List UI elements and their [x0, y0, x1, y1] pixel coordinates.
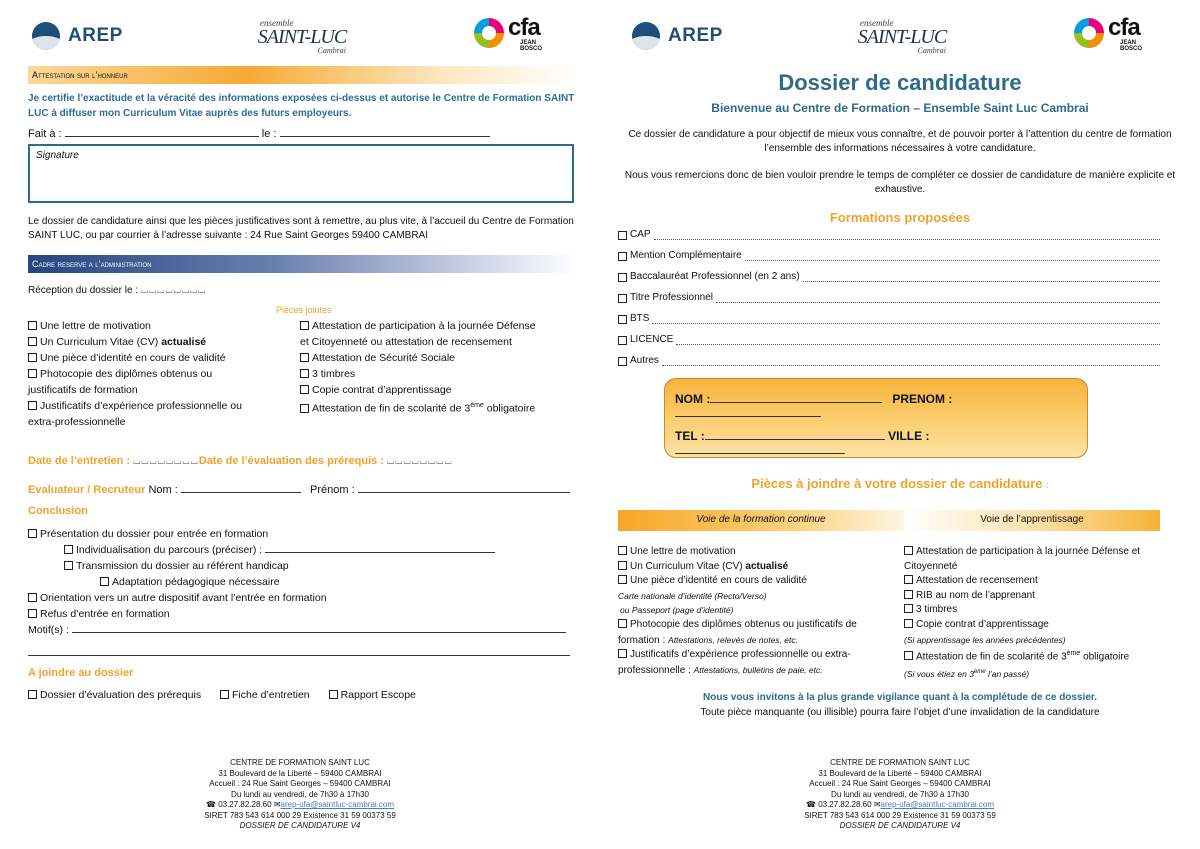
formation-item[interactable] [618, 310, 1160, 324]
item-label-end: obligatoire [1083, 651, 1130, 663]
right-footer [600, 758, 1200, 832]
item-note: Attestations, bulletins de paie, etc. [693, 664, 823, 675]
conclusion-item[interactable] [28, 590, 584, 606]
arep-logo-text: AREP [68, 25, 123, 46]
item-label: Attestation de fin de scolarité de 3 [916, 651, 1067, 663]
continue-item[interactable] [618, 618, 900, 633]
item-label: RIB au nom de l’apprenant [916, 589, 1035, 601]
continue-item[interactable] [618, 545, 900, 560]
footer-contact [0, 800, 600, 811]
phone-icon: ☎ [205, 800, 216, 809]
checkbox[interactable] [300, 321, 309, 330]
conclusion-title: Conclusion [28, 505, 88, 517]
item-label: Attestation de participation à la journée Défense et [916, 546, 1141, 557]
pieces-title-text: Pièces à joindre à votre dossier de candidature [751, 476, 1043, 491]
checkbox[interactable] [28, 401, 37, 410]
joindre-item[interactable] [28, 689, 201, 701]
item-label: professionnelle : [618, 664, 691, 676]
footer-phone: 03.27.82.28.60 [218, 800, 272, 809]
reception-row [28, 285, 206, 296]
note-part: l’an passé) [987, 668, 1030, 679]
ville-label: VILLE : [888, 429, 930, 443]
checkbox[interactable] [300, 385, 309, 394]
mail-icon: ✉ [273, 800, 281, 809]
item-label: formation : [618, 634, 666, 646]
checkbox[interactable] [28, 353, 37, 362]
piece-label: Copie contrat d’apprentissage [312, 384, 452, 396]
conclusion-item[interactable] [28, 526, 584, 542]
nom-field[interactable] [181, 483, 301, 493]
arep-logo-text: AREP [668, 25, 723, 46]
left-footer [0, 758, 600, 832]
formation-label: Autres [630, 355, 659, 366]
apprent-item[interactable] [904, 647, 1174, 665]
footer-email-link[interactable]: arep-ufa@saintluc-cambrai.com [280, 800, 395, 809]
dossier-instructions: Le dossier de candidature ainsi que les pièces justificatives sont à remettre, au plus vite, à l’accueil du Centre de Formation SAINT LUC, ou par courrier à l’adresse suivante : 24 Rue Saint Georges 59400 CAMBRAI [28, 216, 574, 241]
checkbox[interactable] [904, 651, 913, 660]
checkbox[interactable] [618, 649, 627, 658]
checkbox[interactable] [904, 604, 913, 613]
checkbox[interactable] [64, 561, 73, 570]
prenom-label: Prénom : [310, 484, 355, 496]
apprent-item[interactable] [904, 545, 1174, 560]
arep-logo [632, 22, 723, 50]
motif-extra-line[interactable] [28, 655, 570, 656]
actualise-bold: actualisé [745, 560, 789, 572]
item-label: 3 timbres [916, 604, 958, 616]
footer-version: DOSSIER DE CANDIDATURE V4 [239, 821, 361, 830]
piece-item[interactable] [300, 318, 580, 334]
prenom-label: PRENOM : [892, 392, 953, 406]
mail-icon: ✉ [873, 800, 881, 809]
footer-phone: 03.27.82.28.60 [818, 800, 872, 809]
saint-luc-logo [854, 18, 950, 55]
checkbox[interactable] [28, 321, 37, 330]
pieces-jointes-label: Pièces jointes [276, 305, 332, 315]
formation-item[interactable] [618, 289, 1160, 303]
formation-label: BTS [630, 313, 650, 324]
superscript: ème [1066, 650, 1081, 658]
phone-icon: ☎ [805, 800, 816, 809]
formation-item[interactable] [618, 352, 1160, 366]
dotted-line [716, 294, 1160, 303]
cfa-logo-text: cfa [508, 14, 540, 41]
cfa-logo [1074, 14, 1154, 54]
piece-label: Attestation de Sécurité Sociale [312, 352, 456, 364]
piece-item[interactable] [300, 366, 580, 382]
intro-paragraph-2: Nous vous remercions donc de bien vouloir prendre le temps de compléter ce dossier de candidature de manière explicite et exhaustive. [624, 170, 1176, 195]
evaluateur-label: Evaluateur / Recruteur [28, 484, 146, 496]
superscript: ème [470, 402, 484, 409]
le-field[interactable] [280, 127, 490, 137]
page-title: Dossier de candidature [778, 70, 1022, 95]
conclusion-label: Présentation du dossier pour entrée en formation [40, 528, 269, 540]
apprent-item[interactable] [904, 589, 1174, 604]
piece-item-cont: et Citoyenneté ou attestation de recensement [300, 336, 512, 348]
dotted-line [676, 336, 1160, 345]
piece-label: Une lettre de motivation [40, 320, 151, 332]
apprent-item[interactable] [904, 603, 1174, 618]
note-part: (Si vous étiez en 3 [904, 668, 974, 679]
conclusion-list [28, 526, 584, 638]
superscript: ème [973, 669, 986, 676]
saint-luc-logo-city: Cambrai [917, 46, 946, 55]
arep-logo [32, 22, 123, 50]
fait-a-row [28, 126, 490, 142]
apprent-item[interactable] [904, 618, 1174, 633]
conclusion-label: Transmission du dossier au référent handicap [76, 560, 289, 572]
arep-mark-icon [32, 22, 60, 50]
conclusion-label: Orientation vers un autre dispositif avant l’entrée en formation [40, 592, 327, 604]
date-eval-field[interactable]: ⌴⌴⌴⌴⌴⌴⌴⌴ [387, 456, 453, 466]
tel-ville-row [675, 429, 1087, 457]
voie-tabs [618, 510, 1160, 531]
piece-label: Un Curriculum Vitae (CV) [40, 336, 159, 348]
saint-luc-logo-small: ensemble [860, 18, 894, 28]
tel-label: TEL : [675, 429, 705, 443]
checkbox[interactable] [28, 529, 37, 538]
signature-label: Signature [36, 150, 79, 161]
formation-label: LICENCE [630, 334, 674, 345]
tab-apprentissage: Voie de l’apprentissage [904, 510, 1160, 531]
footer-line: CENTRE DE FORMATION SAINT LUC [830, 758, 970, 767]
checkbox[interactable] [618, 273, 627, 282]
logo-row [628, 14, 1172, 58]
conclusion-item[interactable] [28, 606, 584, 622]
signature-box[interactable] [28, 144, 574, 203]
item-label: Une pièce d’identité en cours de validité [630, 575, 807, 587]
intro-paragraph-1: Ce dossier de candidature a pour objectif de mieux vous connaître, et de pouvoir porter à l’attention du centre de formation l’ensemble des informations nécessaires à votre candidature. [628, 129, 1172, 154]
item-label: Une lettre de motivation [630, 546, 736, 557]
conclusion-item[interactable] [28, 574, 584, 590]
apprent-item[interactable] [904, 574, 1174, 589]
saint-luc-logo-city: Cambrai [317, 46, 346, 55]
checkbox[interactable] [28, 593, 37, 602]
continue-item[interactable] [618, 560, 900, 575]
footer-line: Accueil : 24 Rue Saint Georges – 59400 CAMBRAI [209, 779, 391, 788]
piece-item[interactable] [28, 318, 288, 334]
nom-label: NOM : [675, 392, 711, 406]
checkbox[interactable] [904, 619, 913, 628]
motif-label: Motif(s) : [28, 624, 69, 636]
piece-item[interactable] [300, 350, 580, 366]
item-label: Copie contrat d’apprentissage [916, 618, 1049, 630]
piece-label: Attestation de participation à la journée Défense [312, 320, 536, 332]
cfa-circle-icon [474, 18, 504, 48]
right-page [600, 0, 1200, 849]
checkbox[interactable] [904, 590, 913, 599]
continue-item[interactable] [618, 648, 900, 663]
invalidation-notice: Toute pièce manquante (ou illisible) pourra faire l’objet d’une invalidation de la candidature [700, 707, 1100, 718]
cfa-logo-sub: JEAN BOSCO [1120, 40, 1143, 52]
evaluateur-row [28, 483, 570, 496]
checkbox[interactable] [329, 690, 338, 699]
tel-field[interactable] [705, 430, 885, 440]
formation-item[interactable] [618, 226, 1160, 240]
formation-item[interactable] [618, 268, 1160, 282]
checkbox[interactable] [618, 336, 627, 345]
prenom-field[interactable] [358, 483, 570, 493]
checkbox[interactable] [100, 577, 109, 586]
reception-date-field[interactable]: ⌴⌴⌴⌴⌴⌴⌴⌴ [140, 285, 207, 295]
item-note: (Si apprentissage les années précédentes) [904, 634, 1066, 645]
ville-field[interactable] [675, 444, 845, 454]
checkbox[interactable] [904, 546, 913, 555]
piece-item[interactable] [28, 334, 288, 350]
piece-item[interactable] [300, 382, 580, 398]
admin-header: Cadre reserve a l’administration [28, 255, 576, 273]
apprentissage-list [904, 545, 1174, 682]
checkbox[interactable] [904, 575, 913, 584]
a-joindre-title: A joindre au dossier [28, 667, 134, 679]
joindre-label: Dossier d’évaluation des prérequis [40, 689, 202, 701]
cfa-logo-sub: JEAN BOSCO [520, 40, 543, 52]
dotted-line [652, 315, 1160, 324]
footer-line: Du lundi au vendredi, de 7h30 à 17h30 [231, 789, 369, 799]
motif-row [28, 622, 584, 638]
pieces-right-list [300, 318, 580, 417]
item-cont [618, 663, 900, 679]
vigilance-notice: Nous vous invitons à la plus grande vigilance quant à la complétude de ce dossier. [703, 692, 1097, 703]
item-note: Carte nationale d’identité (Recto/Verso) [618, 590, 767, 601]
piece-label: Photocopie des diplômes obtenus ou [40, 368, 213, 380]
item-note [904, 665, 1174, 681]
conclusion-label: Individualisation du parcours (préciser) : [76, 544, 263, 556]
prenom-field[interactable] [675, 407, 821, 417]
checkbox[interactable] [220, 690, 229, 699]
joindre-label: Fiche d’entretien [232, 689, 310, 701]
formation-label: Baccalauréat Professionnel (en 2 ans) [630, 271, 800, 282]
pieces-title [600, 476, 1200, 491]
piece-label: Attestation de fin de scolarité de 3 [312, 402, 471, 415]
conclusion-item[interactable] [28, 558, 584, 574]
item-note: Attestations, relevés de notes, etc. [668, 634, 798, 645]
nom-prenom-row [675, 392, 1087, 420]
footer-line: SIRET 783 543 614 000 29 Existence 31 59 00373 59 [204, 810, 396, 820]
checkbox[interactable] [618, 252, 627, 261]
checkbox[interactable] [618, 294, 627, 303]
piece-item[interactable] [300, 398, 580, 417]
nom-field[interactable] [710, 393, 882, 403]
piece-item[interactable] [28, 350, 288, 366]
footer-email-link[interactable]: arep-ufa@saintluc-cambrai.com [880, 800, 995, 809]
checkbox[interactable] [300, 369, 309, 378]
tab-formation-continue: Voie de la formation continue [618, 510, 904, 531]
piece-label-end: obligatoire [486, 402, 536, 415]
footer-line: 31 Boulevard de la Liberté – 59400 CAMBRAI [818, 768, 982, 778]
date-entretien-field[interactable]: ⌴⌴⌴⌴⌴⌴⌴⌴ [133, 456, 199, 466]
checkbox[interactable] [618, 561, 627, 570]
formation-label: Titre Professionnel [630, 292, 713, 303]
footer-line: Du lundi au vendredi, de 7h30 à 17h30 [831, 789, 969, 799]
footer-version: DOSSIER DE CANDIDATURE V4 [839, 821, 961, 830]
footer-line: 31 Boulevard de la Liberté – 59400 CAMBRAI [218, 768, 382, 778]
actualise-bold: actualisé [161, 336, 207, 348]
checkbox[interactable] [28, 369, 37, 378]
piece-label: Une pièce d’identité en cours de validité [40, 352, 226, 364]
date-entretien-row [28, 455, 453, 467]
checkbox[interactable] [618, 357, 627, 366]
checkbox[interactable] [618, 315, 627, 324]
individualisation-field[interactable] [265, 543, 495, 553]
attestation-text: Je certifie l’exactitude et la véracité des informations exposées ci-dessus et autorise le Centre de Formation SAINT LUC à diffuser mon Curriculum Vitae auprès des futurs employeurs. [28, 93, 575, 119]
checkbox[interactable] [618, 231, 627, 240]
pieces-left-list [28, 318, 288, 430]
saint-luc-logo [254, 18, 350, 55]
item-cont: Citoyenneté [904, 560, 958, 572]
dotted-line [803, 273, 1160, 282]
fait-a-label: Fait à : [28, 128, 62, 140]
reception-label: Réception du dossier le : [28, 285, 139, 296]
le-label: le : [261, 128, 277, 140]
saint-luc-logo-big: SAINT-LUC [857, 26, 947, 48]
dotted-line [662, 357, 1160, 366]
date-eval-label: Date de l’évaluation des prérequis : [198, 455, 384, 467]
item-cont [618, 633, 900, 649]
formations-title: Formations proposées [829, 210, 971, 225]
motif-field[interactable] [72, 623, 566, 633]
cfa-logo-text: cfa [1108, 14, 1140, 41]
item-label: Attestation de recensement [916, 575, 1038, 587]
cfa-circle-icon [1074, 18, 1104, 48]
conclusion-item[interactable] [28, 542, 584, 558]
pieces-title-colon: : [1046, 480, 1049, 490]
conclusion-label: Adaptation pédagogique nécessaire [112, 576, 280, 588]
identity-box [664, 378, 1088, 458]
fait-a-field[interactable] [65, 127, 259, 137]
dotted-line [745, 252, 1160, 261]
piece-item-cont: justificatifs de formation [28, 384, 138, 396]
checkbox[interactable] [64, 545, 73, 554]
checkbox[interactable] [28, 690, 37, 699]
item-label: Photocopie des diplômes obtenus ou justificatifs de [630, 618, 857, 630]
nom-label: Nom : [148, 484, 178, 496]
date-entretien-label: Date de l’entretien : [28, 455, 131, 467]
footer-line: SIRET 783 543 614 000 29 Existence 31 59 00373 59 [804, 810, 996, 820]
piece-label: Justificatifs d’expérience professionnelle ou [40, 400, 242, 412]
item-label: Un Curriculum Vitae (CV) [630, 560, 743, 572]
footer-line: Accueil : 24 Rue Saint Georges – 59400 CAMBRAI [809, 779, 991, 788]
joindre-item[interactable] [220, 689, 310, 701]
continue-item[interactable] [618, 574, 900, 589]
footer-line: CENTRE DE FORMATION SAINT LUC [230, 758, 370, 767]
saint-luc-logo-small: ensemble [260, 18, 294, 28]
footer-contact [600, 800, 1200, 811]
attestation-header: Attestation sur l’honneur [28, 66, 576, 84]
page-subtitle: Bienvenue au Centre de Formation – Ensemble Saint Luc Cambrai [711, 101, 1089, 115]
arep-mark-icon [632, 22, 660, 50]
a-joindre-row [28, 689, 416, 701]
checkbox[interactable] [618, 619, 627, 628]
checkbox[interactable] [618, 575, 627, 584]
saint-luc-logo-big: SAINT-LUC [257, 26, 347, 48]
dotted-line [654, 231, 1160, 240]
conclusion-label: Refus d’entrée en formation [40, 608, 170, 620]
checkbox[interactable] [618, 546, 627, 555]
cfa-logo [474, 14, 554, 54]
piece-label: 3 timbres [312, 368, 356, 380]
item-note: ou Passeport (page d’identité) [620, 605, 734, 616]
formation-item[interactable] [618, 331, 1160, 345]
piece-item[interactable] [28, 398, 288, 414]
formation-item[interactable] [618, 247, 1160, 261]
checkbox[interactable] [28, 609, 37, 618]
piece-item-cont: extra-professionnelle [28, 416, 126, 428]
formation-label: CAP [630, 229, 651, 240]
checkbox[interactable] [300, 404, 309, 413]
formation-label: Mention Complémentaire [630, 250, 742, 261]
checkbox[interactable] [300, 353, 309, 362]
logo-row [28, 14, 572, 58]
piece-item[interactable] [28, 366, 288, 382]
checkbox[interactable] [28, 337, 37, 346]
joindre-label: Rapport Escope [340, 689, 416, 701]
item-label: Justificatifs d’expérience professionnelle ou extra- [630, 649, 851, 661]
continue-list [618, 545, 900, 678]
joindre-item[interactable] [329, 689, 416, 701]
